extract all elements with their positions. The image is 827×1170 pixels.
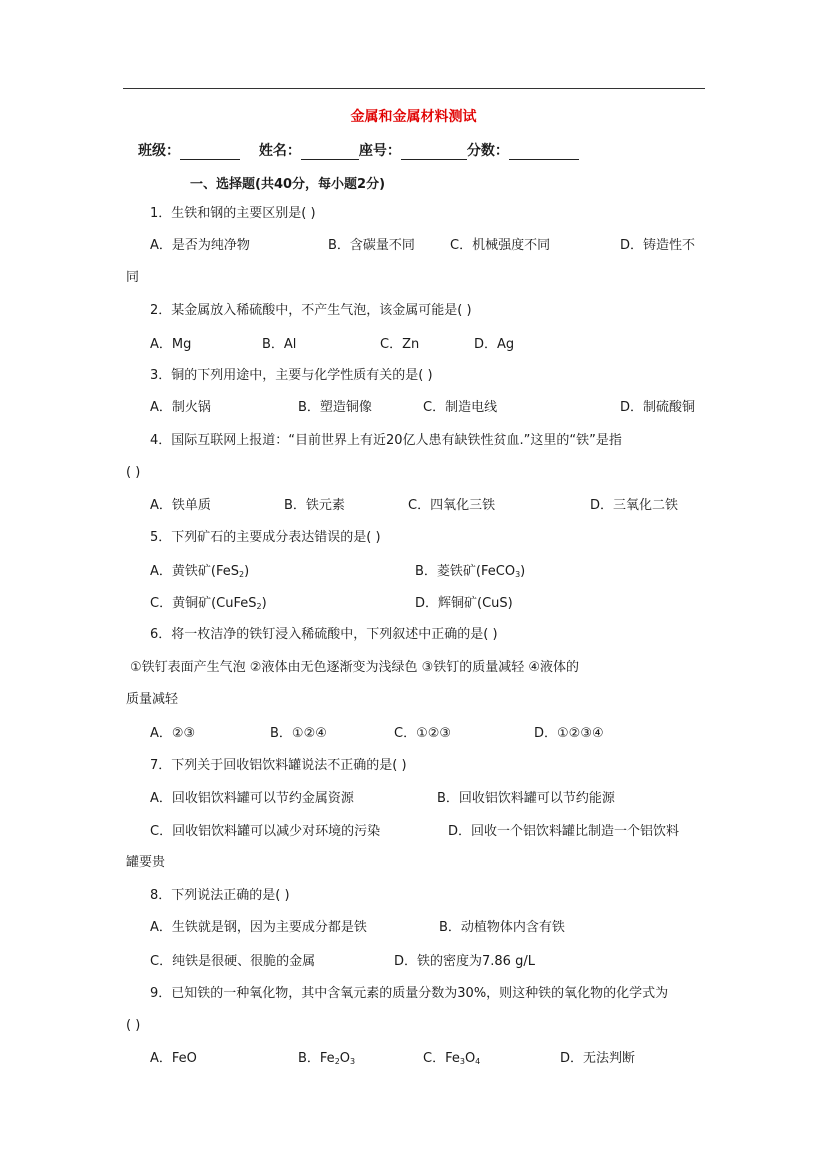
q1-option-a: A．是否为纯净物 <box>150 238 250 253</box>
q8-option-a: A．生铁就是钢，因为主要成分都是铁 <box>150 920 367 935</box>
section-heading: 一、选择题(共40分，每小题2分) <box>190 177 386 192</box>
q5-c-close: ) <box>261 596 267 611</box>
q8-option-b: B．动植物体内含有铁 <box>439 920 565 935</box>
q5-option-a <box>150 564 249 583</box>
question-4-stem-continued: ( ) <box>126 465 141 480</box>
q6-option-d: D．①②③④ <box>534 726 604 741</box>
q4-option-c: C．四氧化三铁 <box>408 498 496 513</box>
q2-option-c: C．Zn <box>380 337 420 352</box>
q5-b-close: ) <box>520 564 526 579</box>
q9-option-b <box>298 1051 355 1070</box>
q4-option-b: B．铁元素 <box>284 498 345 513</box>
q5-c-subscript: 2 <box>256 602 262 611</box>
score-field[interactable] <box>509 145 579 160</box>
score-label: 分数： <box>466 143 509 159</box>
question-5-stem: 5．下列矿石的主要成分表达错误的是( ) <box>150 530 381 545</box>
q9-b-text: B．Fe <box>298 1051 335 1066</box>
q4-option-d: D．三氧化二铁 <box>590 498 679 513</box>
question-2-stem: 2．某金属放入稀硫酸中，不产生气泡，该金属可能是( ) <box>150 303 472 318</box>
q9-c-text: C．Fe <box>423 1051 460 1066</box>
q5-b-text: B．菱铁矿(FeCO <box>415 564 516 579</box>
class-label: 班级： <box>138 143 180 159</box>
q1-option-c: C．机械强度不同 <box>450 238 551 253</box>
q8-option-d: D．铁的密度为7.86 g/L <box>394 954 535 969</box>
header-rule <box>123 88 705 89</box>
name-label: 姓名： <box>258 143 301 159</box>
q6-option-a: A．②③ <box>150 726 196 741</box>
q1-option-d: D．铸造性不 <box>620 238 696 253</box>
q9-b-subscript-2: 3 <box>350 1057 356 1066</box>
q2-option-a: A．Mg <box>150 337 192 352</box>
q5-b-subscript: 3 <box>515 570 521 579</box>
q8-option-c: C．纯铁是很硬、很脆的金属 <box>150 954 316 969</box>
seat-field[interactable] <box>401 145 467 160</box>
class-field[interactable] <box>180 145 240 160</box>
question-6-stem: 6．将一枚洁净的铁钉浸入稀硫酸中，下列叙述中正确的是( ) <box>150 627 498 642</box>
q3-option-d: D．制硫酸铜 <box>620 400 696 415</box>
q7-option-d: D．回收一个铝饮料罐比制造一个铝饮料 <box>448 824 680 839</box>
q4-option-a: A．铁单质 <box>150 498 211 513</box>
q3-option-b: B．塑造铜像 <box>298 400 372 415</box>
q5-option-c <box>150 596 267 615</box>
question-7-stem: 7．下列关于回收铝饮料罐说法不正确的是( ) <box>150 758 407 773</box>
q1-option-b: B．含碳量不同 <box>328 238 415 253</box>
q7-option-a: A．回收铝饮料罐可以节约金属资源 <box>150 791 354 806</box>
q9-option-d: D．无法判断 <box>560 1051 636 1066</box>
page-title: 金属和金属材料测试 <box>350 109 477 125</box>
question-3-stem: 3．铜的下列用途中，主要与化学性质有关的是( ) <box>150 368 433 383</box>
q6-option-b: B．①②④ <box>270 726 327 741</box>
q7-option-c: C．回收铝饮料罐可以减少对环境的污染 <box>150 824 381 839</box>
q3-option-a: A．制火锅 <box>150 400 211 415</box>
q6-statements-continued: 质量减轻 <box>126 692 179 707</box>
q5-a-close: ) <box>244 564 250 579</box>
seat-label: 座号： <box>358 143 401 159</box>
q9-option-a: A．FeO <box>150 1051 197 1066</box>
q9-option-c <box>423 1051 480 1070</box>
q5-a-subscript: 2 <box>238 570 245 579</box>
q9-b-oxygen: O <box>339 1051 351 1066</box>
question-4-stem: 4．国际互联网上报道：“目前世界上有近20亿人患有缺铁性贫血.”这里的“铁”是指 <box>150 433 622 448</box>
question-9-stem-continued: ( ) <box>126 1018 141 1033</box>
q5-option-d: D．辉铜矿(CuS) <box>415 596 513 611</box>
q1-option-d-continued: 同 <box>126 270 140 285</box>
q2-option-d: D．Ag <box>474 337 515 352</box>
q6-statements: ①铁钉表面产生气泡 ②液体由无色逐渐变为浅绿色 ③铁钉的质量减轻 ④液体的 <box>130 660 580 675</box>
q9-c-subscript-1: 3 <box>459 1057 465 1066</box>
q7-option-b: B．回收铝饮料罐可以节约能源 <box>437 791 615 806</box>
student-info-row <box>138 140 579 160</box>
question-8-stem: 8．下列说法正确的是( ) <box>150 888 290 903</box>
q9-b-subscript-1: 2 <box>334 1057 340 1066</box>
q9-c-subscript-2: 4 <box>475 1057 481 1066</box>
question-1-stem: 1．生铁和钢的主要区别是( ) <box>150 206 316 221</box>
name-field[interactable] <box>301 145 359 160</box>
q2-option-b: B．Al <box>262 337 297 352</box>
q9-c-oxygen: O <box>464 1051 476 1066</box>
q5-a-text: A．黄铁矿(FeS <box>150 564 239 579</box>
question-9-stem: 9．已知铁的一种氧化物，其中含氧元素的质量分数为30%，则这种铁的氧化物的化学式为 <box>150 986 669 1001</box>
q7-option-d-continued: 罐要贵 <box>126 855 166 870</box>
q3-option-c: C．制造电线 <box>423 400 498 415</box>
q5-c-text: C．黄铜矿(CuFeS <box>150 596 257 611</box>
q6-option-c: C．①②③ <box>394 726 452 741</box>
q5-option-b <box>415 564 525 583</box>
